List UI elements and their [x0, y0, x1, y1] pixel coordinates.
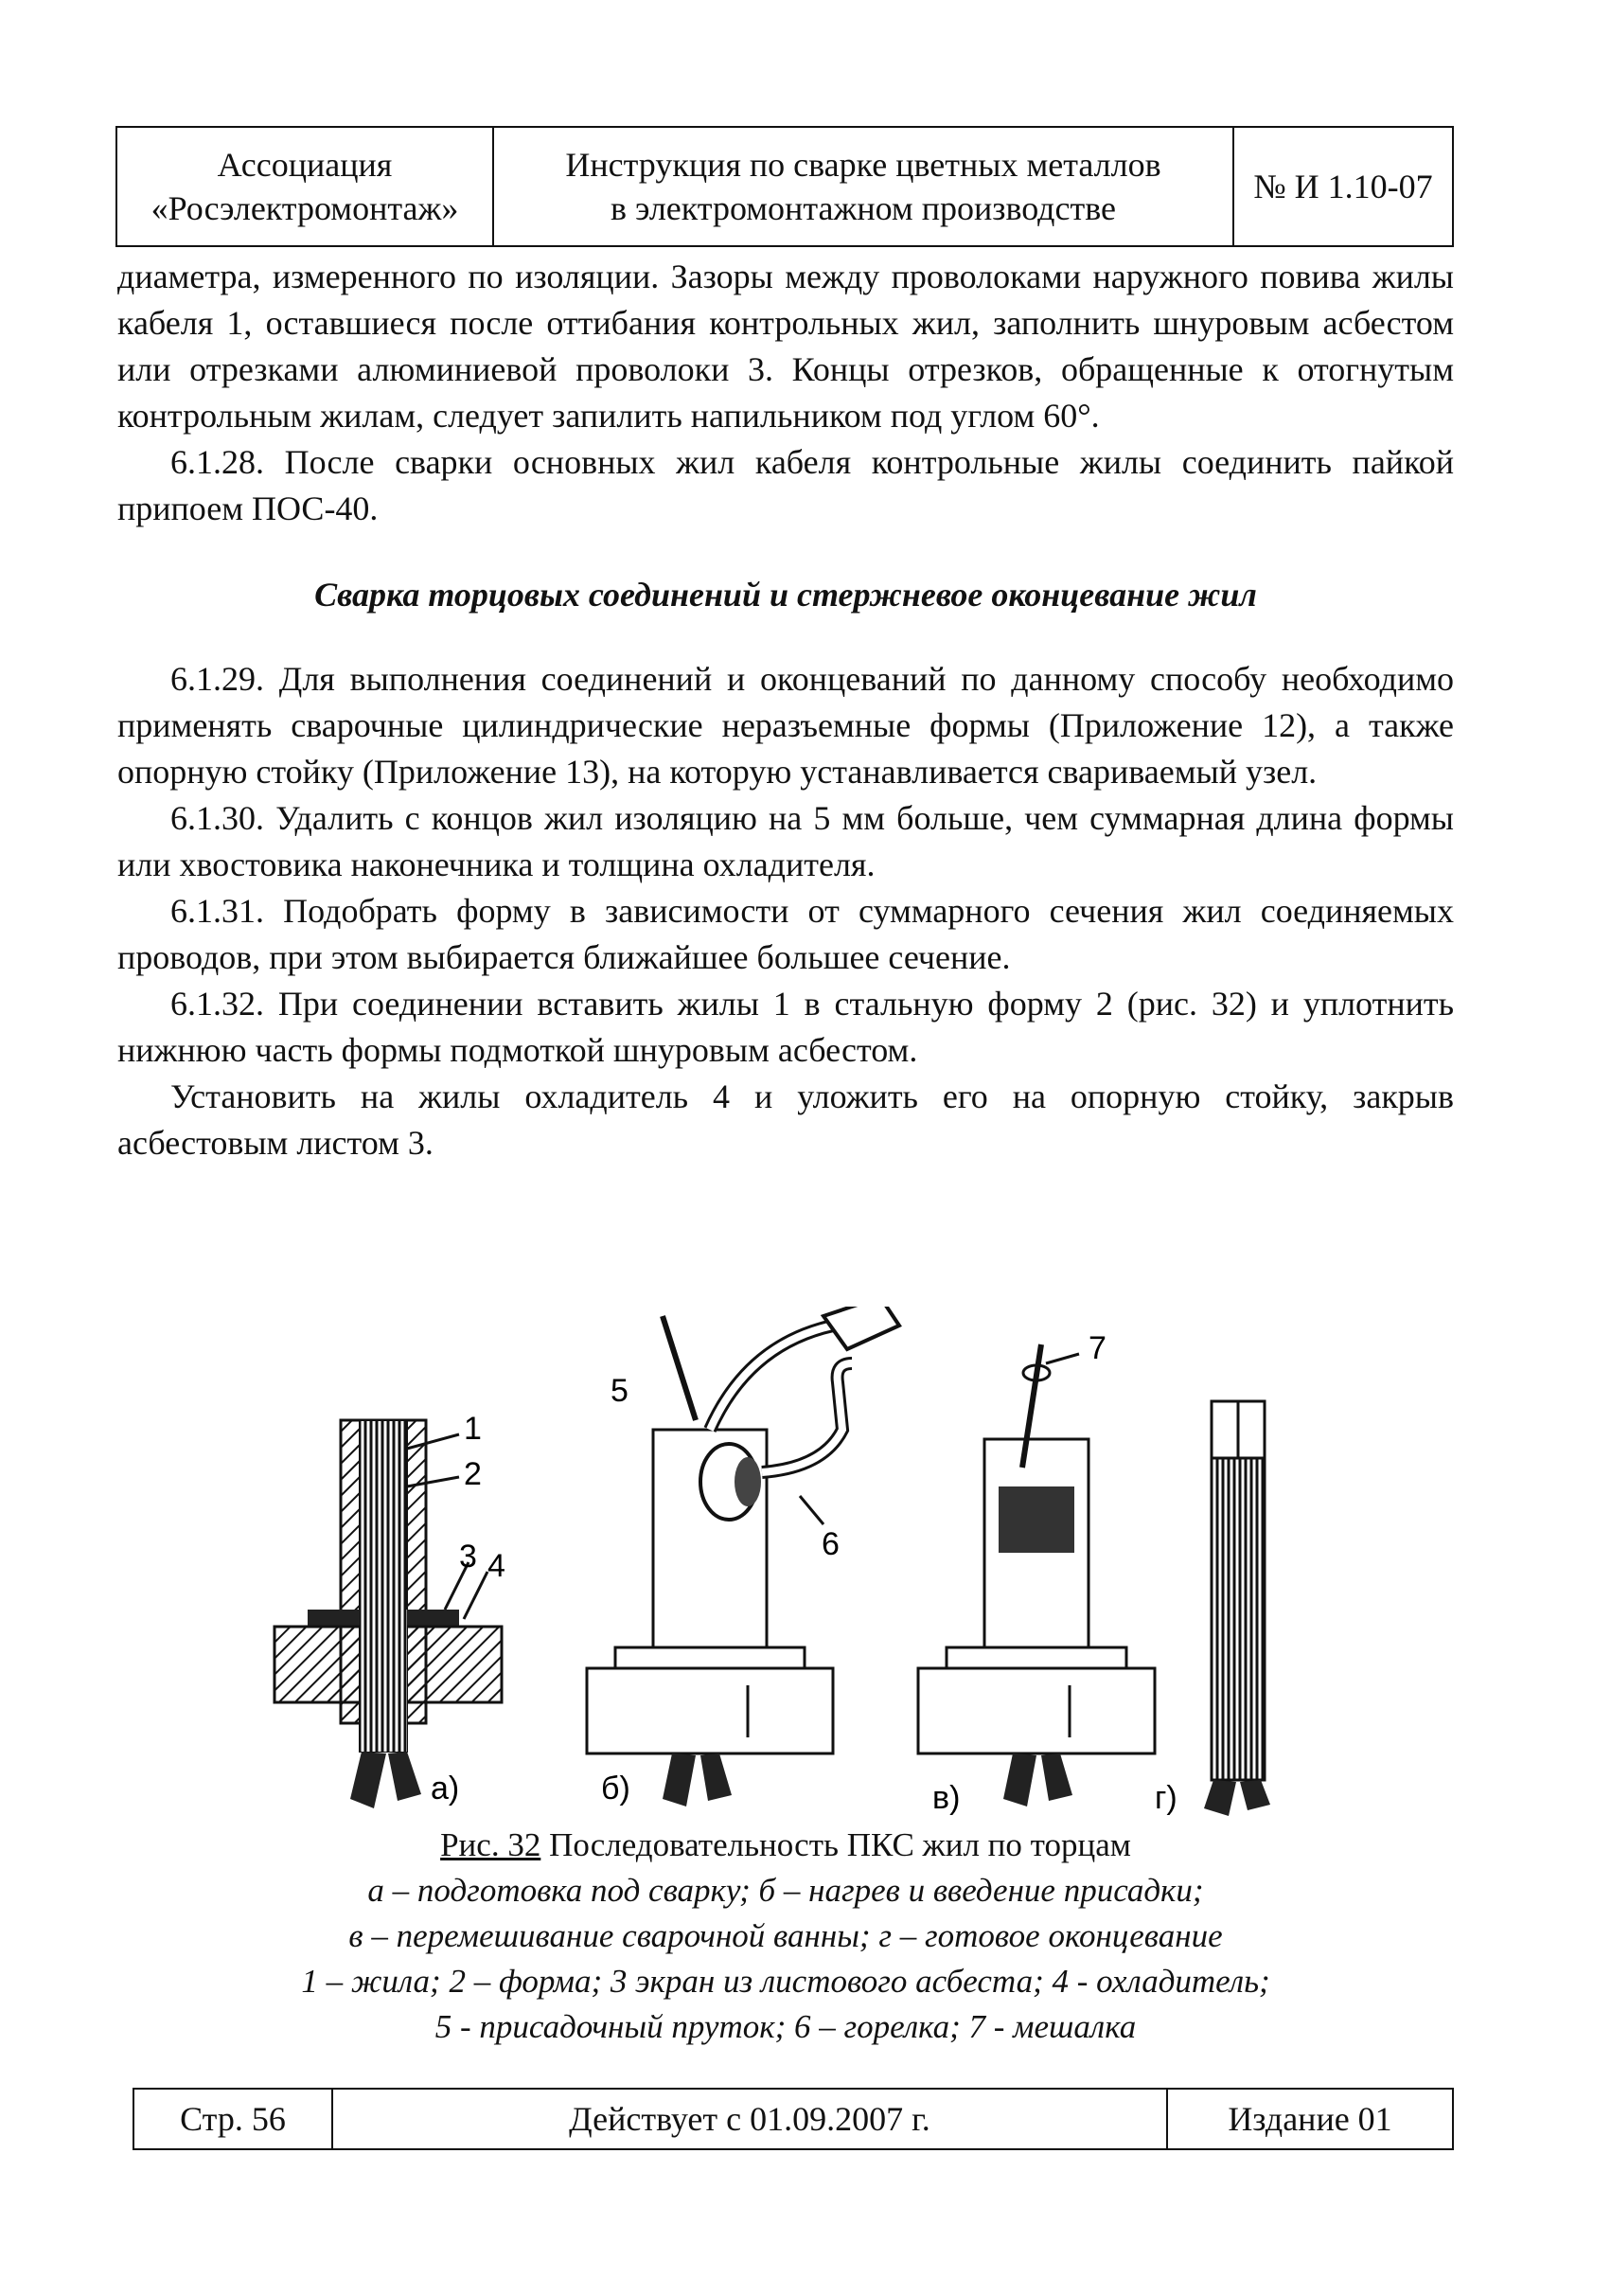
figure-label-6: 6: [822, 1526, 840, 1562]
body-text: [117, 254, 1454, 1166]
figure-label-7: 7: [1089, 1330, 1106, 1366]
caption-title-line: [117, 1823, 1454, 1868]
figure-label-2: 2: [464, 1456, 482, 1492]
footer-edition: Издание 01: [1228, 2100, 1392, 2138]
figure-label-3: 3: [459, 1539, 477, 1575]
footer-table: [133, 2088, 1454, 2150]
figure-label-g: г): [1155, 1780, 1177, 1816]
caption-line-2: а – подготовка под сварку; б – нагрев и введение присадки;: [367, 1872, 1204, 1909]
figure-b-heating: [587, 1307, 899, 1807]
figure-label-1: 1: [464, 1411, 482, 1447]
paragraph-6-1-30: 6.1.30. Удалить с концов жил изоляцию на 5 мм больше, чем суммарная длина формы или хвостовика наконечника и толщина охладителя.: [117, 799, 1454, 883]
figure-label-4: 4: [487, 1548, 505, 1584]
figure-label-a: а): [431, 1771, 460, 1807]
figure-32-drawing: [256, 1307, 1354, 1818]
figure-caption: [117, 1823, 1454, 2050]
figure-g-finished: [1204, 1401, 1270, 1816]
caption-title: Последовательность ПКС жил по торцам: [549, 1826, 1131, 1863]
header-title-line2: в электромонтажном производстве: [611, 189, 1116, 227]
figure-v-stirring: [918, 1344, 1155, 1807]
caption-line-5: 5 - присадочный пруток; 6 – горелка; 7 - мешалка: [434, 2008, 1137, 2045]
paragraph-continuation: диаметра, измеренного по изоляции. Зазоры между проволоками наружного повива жилы кабеля 1, оставшиеся после оттибания контрольных жил, заполнить шнуровым асбестом или отрезками алюминиевой проволоки 3. Концы отрезков, обращенные к отогнутым контрольным жилам, следует запилить напильником под углом 60°.: [117, 258, 1454, 435]
header-org-line2: «Росэлектромонтаж»: [150, 189, 459, 227]
paragraph-6-1-31: 6.1.31. Подобрать форму в зависимости от суммарного сечения жил соединяемых проводов, при этом выбирается ближайшее большее сечение.: [117, 892, 1454, 976]
header-table: [115, 126, 1454, 247]
caption-line-3: в – перемешивание сварочной ванны; г – готовое оконцевание: [348, 1917, 1223, 1954]
figure-label-b: б): [601, 1771, 630, 1807]
caption-line-4: 1 – жила; 2 – форма; 3 экран из листового асбеста; 4 - охладитель;: [301, 1963, 1270, 2000]
paragraph-6-1-28: 6.1.28. После сварки основных жил кабеля контрольные жилы соединить пайкой припоем ПОС-40.: [117, 443, 1454, 527]
footer-page: Стр. 56: [134, 2090, 333, 2148]
header-doc-number-text: № И 1.10-07: [1253, 168, 1433, 205]
figure-label-v: в): [932, 1780, 961, 1816]
header-title-line1: Инструкция по сварке цветных металлов: [565, 146, 1161, 184]
header-organization: [117, 128, 494, 245]
paragraph-install-cooler: Установить на жилы охладитель 4 и уложить его на опорную стойку, закрыв асбестовым листом 3.: [117, 1077, 1454, 1162]
paragraph-6-1-32: 6.1.32. При соединении вставить жилы 1 в стальную форму 2 (рис. 32) и уплотнить нижнюю часть формы подмоткой шнуровым асбестом.: [117, 985, 1454, 1069]
header-doc-number: [1234, 128, 1452, 245]
footer-valid-from: Действует с 01.09.2007 г.: [333, 2090, 1168, 2148]
header-title: [494, 128, 1234, 245]
paragraph-6-1-29: 6.1.29. Для выполнения соединений и оконцеваний по данному способу необходимо применять сварочные цилиндрические неразъемные формы (Приложение 12), а также опорную стойку (Приложение 13), на которую устанавливается свариваемый узел.: [117, 660, 1454, 791]
caption-ref: Рис. 32: [440, 1826, 541, 1863]
section-title: Сварка торцовых соединений и стержневое оконцевание жил: [314, 576, 1257, 614]
header-org-line1: Ассоциация: [217, 146, 393, 184]
figure-label-5: 5: [611, 1373, 628, 1409]
